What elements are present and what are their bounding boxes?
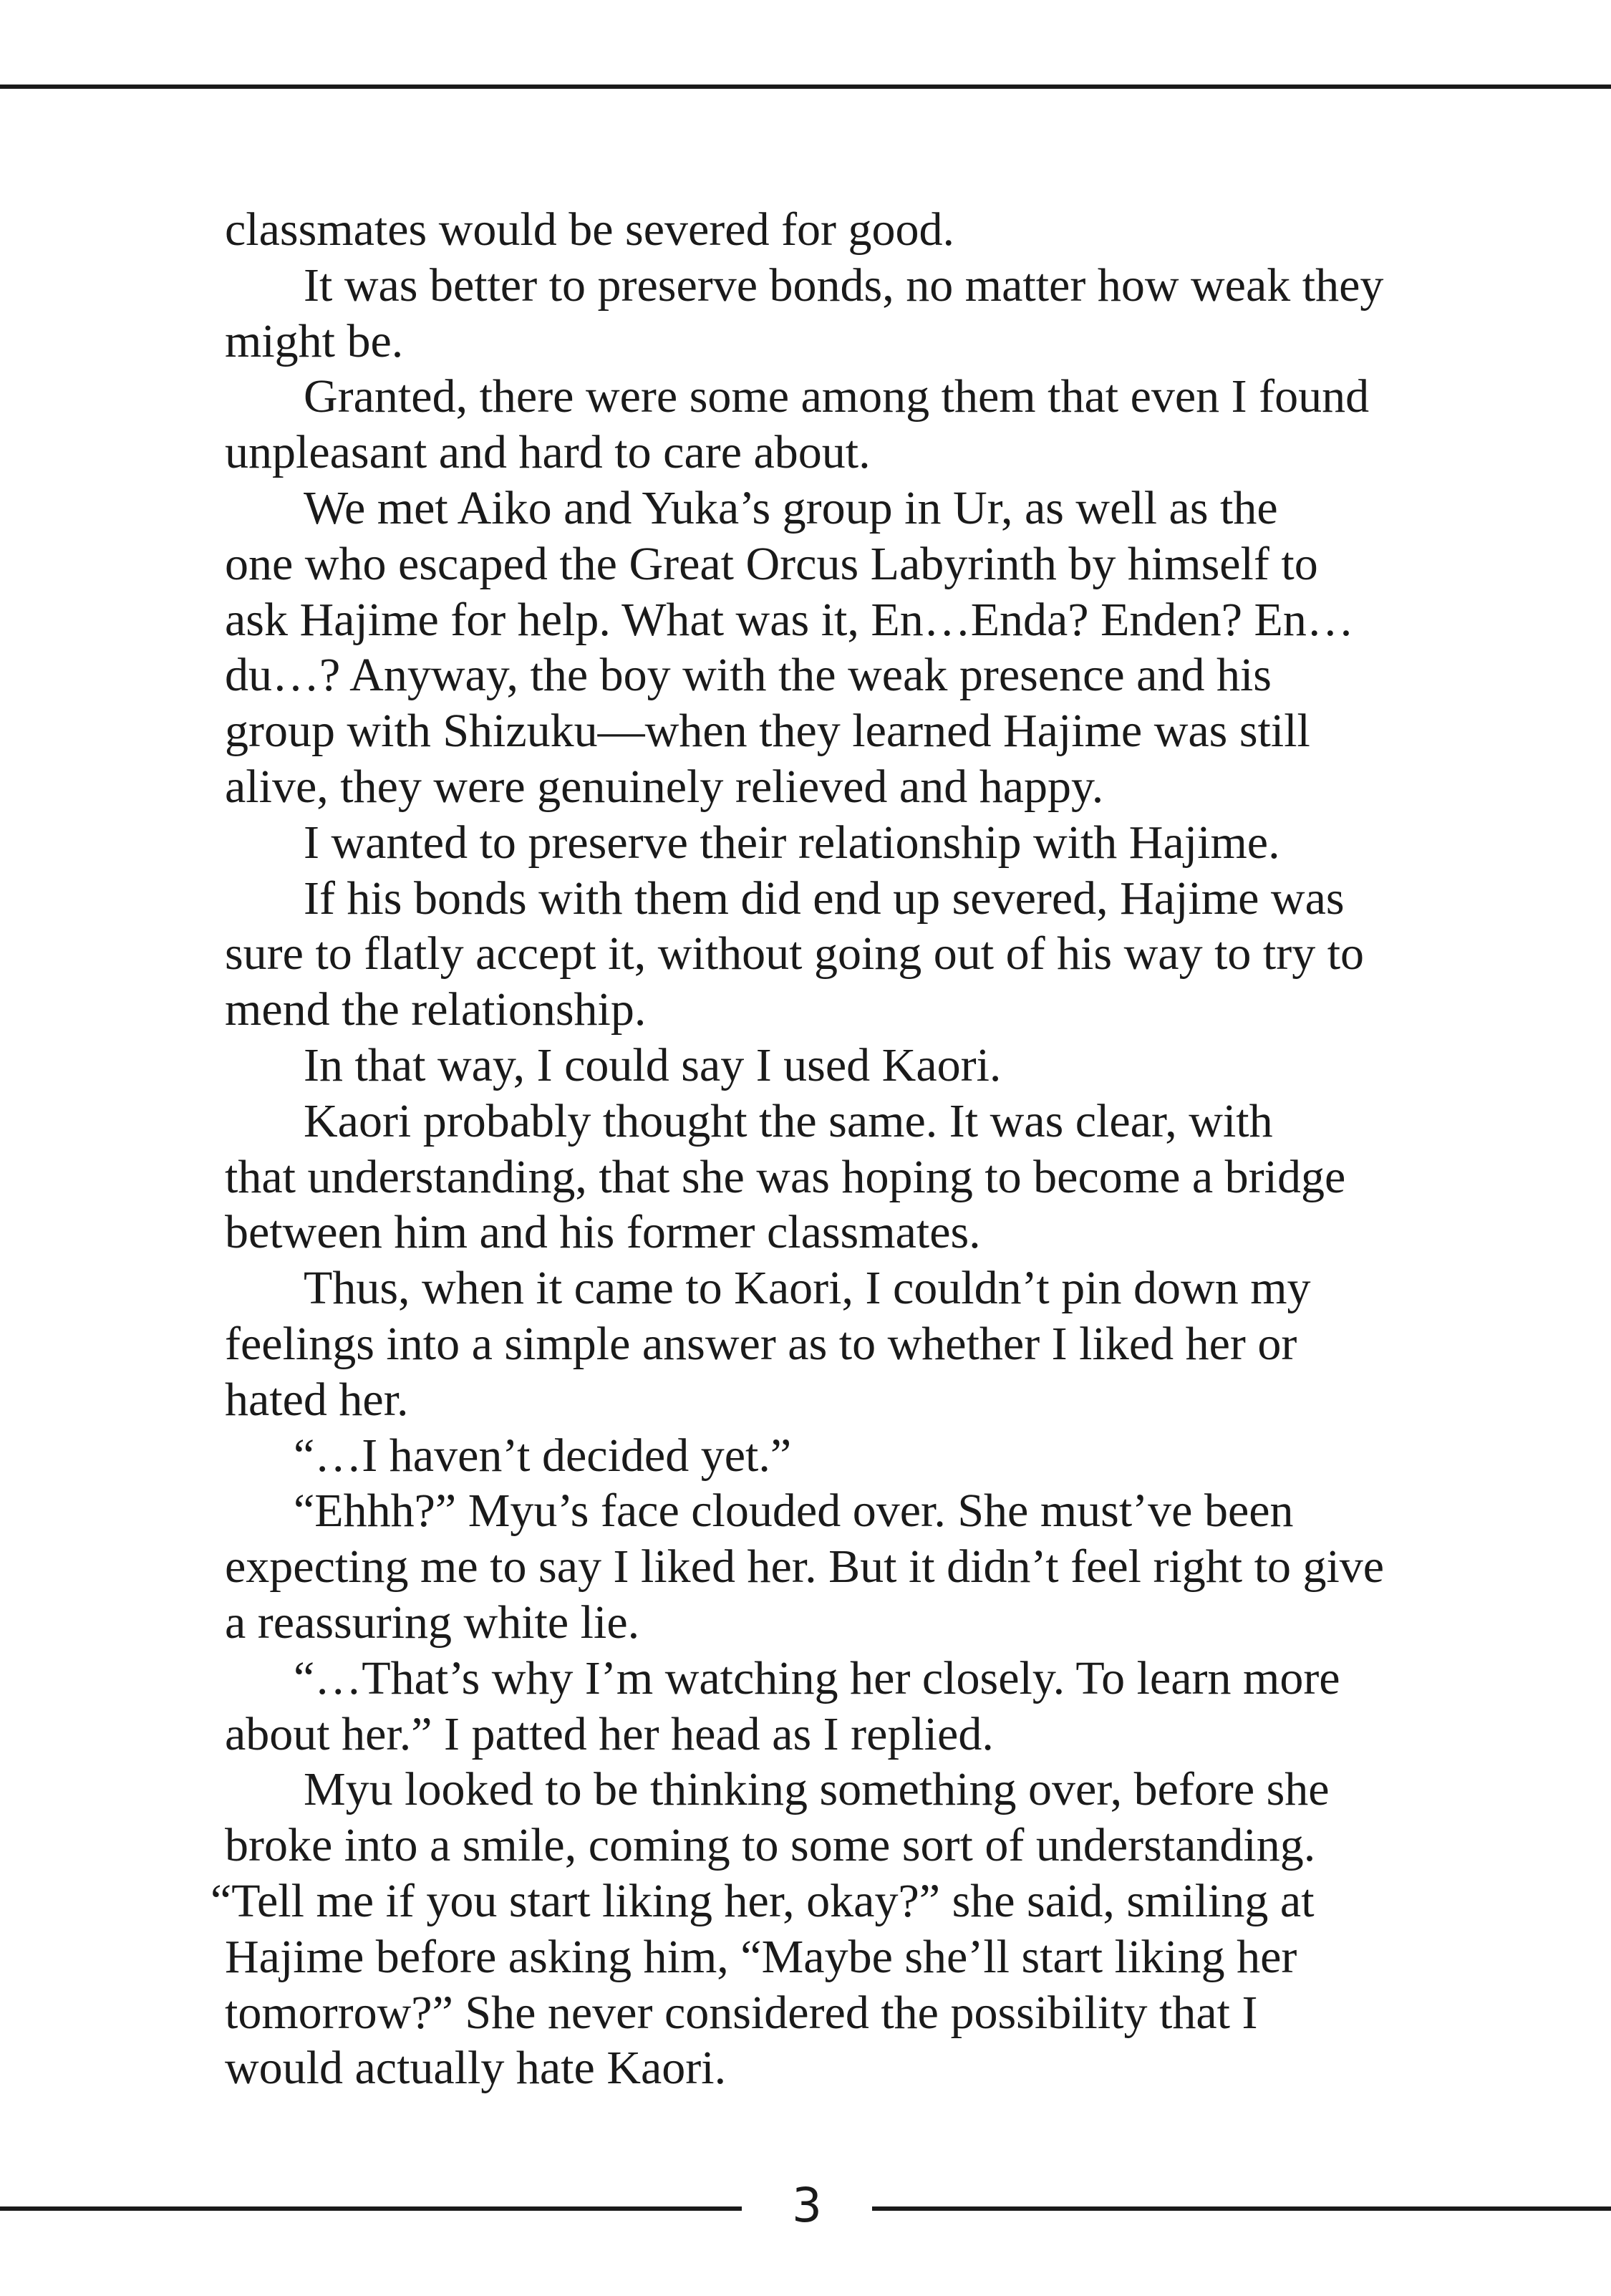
text-line: “…That’s why I’m watching her closely. To learn more [294,1651,1340,1704]
text-line: Thus, when it came to Kaori, I couldn’t pin down my [304,1262,1311,1315]
text-line: might be. [225,314,404,367]
text-line: mend the relationship. [225,983,647,1036]
text-line: “Ehhh?” Myu’s face clouded over. She must’ve been [294,1485,1294,1538]
text-line: group with Shizuku—when they learned Hajime was still [225,705,1310,758]
header-rule [0,85,1611,89]
page-number: 3 [792,2178,822,2233]
text-line: “Tell me if you start liking her, okay?” she said, smiling at [211,1874,1315,1927]
text-line: I wanted to preserve their relationship with Hajime. [304,816,1280,869]
footer-rule-right [872,2206,1611,2211]
text-line: “…I haven’t decided yet.” [294,1429,792,1482]
body-text [211,202,1442,2096]
text-line: unpleasant and hard to care about. [225,426,871,479]
text-line: Myu looked to be thinking something over, before she [304,1763,1330,1816]
text-line: classmates would be severed for good. [225,203,955,256]
text-line: If his bonds with them did end up severed, Hajime was [304,872,1345,925]
text-line: tomorrow?” She never considered the possibility that I [225,1986,1258,2039]
text-line: du…? Anyway, the boy with the weak presence and his [225,649,1272,702]
text-line: Hajime before asking him, “Maybe she’ll start liking her [225,1930,1297,1983]
text-line: Kaori probably thought the same. It was clear, with [304,1094,1273,1147]
text-line: We met Aiko and Yuka’s group in Ur, as well as the [304,481,1278,534]
text-line: expecting me to say I liked her. But it didn’t feel right to give [225,1540,1385,1593]
text-line: about her.” I patted her head as I replied. [225,1707,994,1760]
text-line: one who escaped the Great Orcus Labyrinth by himself to [225,537,1318,590]
text-line: that understanding, that she was hoping to become a bridge [225,1150,1346,1203]
text-line: a reassuring white lie. [225,1596,640,1649]
text-line: hated her. [225,1373,409,1426]
text-line: In that way, I could say I used Kaori. [304,1038,1002,1091]
text-line: It was better to preserve bonds, no matter how weak they [304,259,1384,312]
text-line: broke into a smile, coming to some sort of understanding. [225,1819,1316,1872]
text-line: would actually hate Kaori. [225,2042,727,2095]
footer-rule-left [0,2206,742,2211]
text-line: Granted, there were some among them that even I found [304,370,1370,423]
text-line: alive, they were genuinely relieved and happy. [225,760,1104,813]
text-line: feelings into a simple answer as to whether I liked her or [225,1317,1297,1370]
text-line: between him and his former classmates. [225,1206,981,1259]
text-line: sure to flatly accept it, without going out of his way to try to [225,927,1365,980]
text-line: ask Hajime for help. What was it, En…Enda? Enden? En… [225,593,1354,646]
